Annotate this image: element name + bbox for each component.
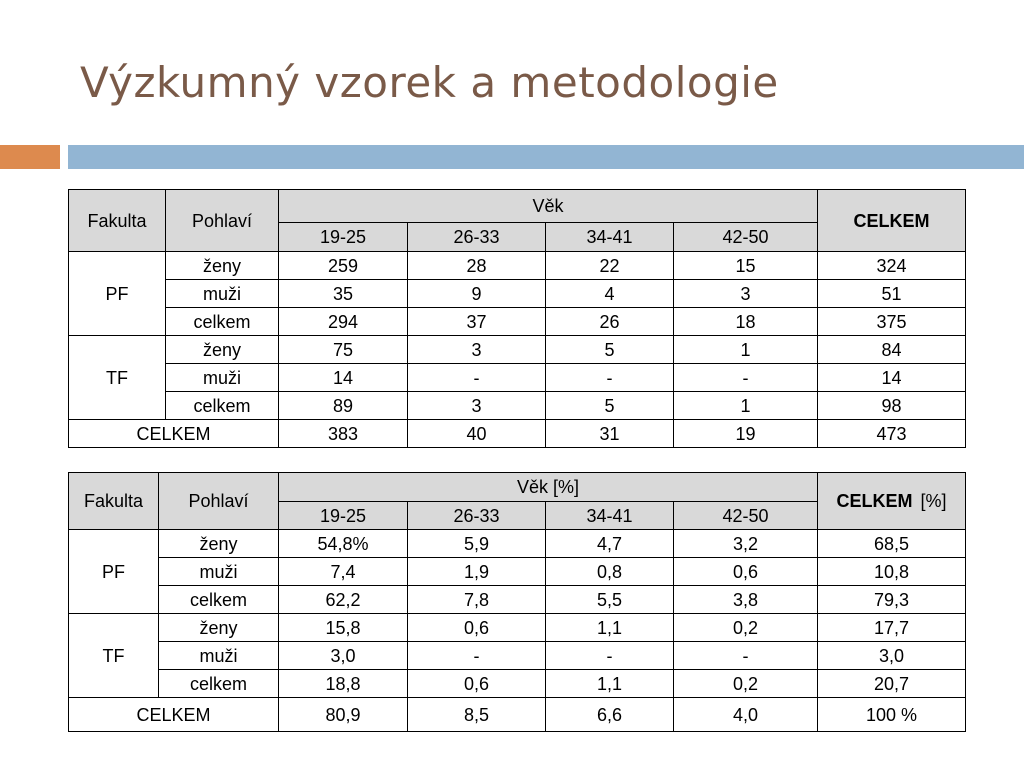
- table-row: [69, 308, 966, 336]
- value-cell: -: [546, 364, 674, 392]
- value-cell: 7,8: [408, 586, 546, 614]
- value-cell: 5: [546, 392, 674, 420]
- accent-bar-orange: [0, 145, 60, 169]
- value-cell: 40: [408, 420, 546, 448]
- table-percentages: [68, 472, 966, 732]
- header-pohlavi: Pohlaví: [159, 473, 279, 530]
- value-cell: 18: [674, 308, 818, 336]
- grand-total-label: CELKEM: [69, 698, 279, 732]
- table-row-total: [69, 420, 966, 448]
- total-cell: 68,5: [818, 530, 966, 558]
- header-age-group: 34-41: [546, 223, 674, 252]
- slide-title: Výzkumný vzorek a metodologie: [80, 58, 779, 107]
- header-age-group: 34-41: [546, 502, 674, 530]
- value-cell: 15: [674, 252, 818, 280]
- value-cell: 294: [279, 308, 408, 336]
- faculty-label: TF: [69, 614, 159, 698]
- value-cell: 0,2: [674, 614, 818, 642]
- value-cell: 35: [279, 280, 408, 308]
- gender-label: ženy: [166, 252, 279, 280]
- table-row: [69, 530, 966, 558]
- table-row: [69, 392, 966, 420]
- value-cell: 3: [674, 280, 818, 308]
- total-cell: 98: [818, 392, 966, 420]
- value-cell: 3: [408, 336, 546, 364]
- header-age-group: 42-50: [674, 502, 818, 530]
- faculty-label: TF: [69, 336, 166, 420]
- header-celkem-unit: [%]: [920, 491, 947, 511]
- faculty-label: PF: [69, 530, 159, 614]
- header-celkem: [818, 473, 966, 530]
- value-cell: 26: [546, 308, 674, 336]
- header-pohlavi: Pohlaví: [166, 190, 279, 252]
- table-row: [69, 586, 966, 614]
- value-cell: 19: [674, 420, 818, 448]
- gender-label: ženy: [159, 530, 279, 558]
- value-cell: 0,6: [674, 558, 818, 586]
- value-cell: 62,2: [279, 586, 408, 614]
- table-row: [69, 614, 966, 642]
- table-counts: [68, 189, 966, 448]
- total-cell: 324: [818, 252, 966, 280]
- grand-total-label: CELKEM: [69, 420, 279, 448]
- value-cell: 28: [408, 252, 546, 280]
- value-cell: 8,5: [408, 698, 546, 732]
- value-cell: 0,6: [408, 670, 546, 698]
- gender-label: celkem: [166, 308, 279, 336]
- gender-label: muži: [166, 280, 279, 308]
- header-age-group: 19-25: [279, 502, 408, 530]
- value-cell: 75: [279, 336, 408, 364]
- value-cell: 1: [674, 392, 818, 420]
- gender-label: ženy: [166, 336, 279, 364]
- value-cell: 9: [408, 280, 546, 308]
- value-cell: 4,7: [546, 530, 674, 558]
- total-cell: 79,3: [818, 586, 966, 614]
- gender-label: muži: [166, 364, 279, 392]
- header-celkem: CELKEM: [818, 190, 966, 252]
- header-vek: Věk: [279, 190, 818, 223]
- total-cell: 473: [818, 420, 966, 448]
- value-cell: 14: [279, 364, 408, 392]
- value-cell: 5: [546, 336, 674, 364]
- value-cell: 1,9: [408, 558, 546, 586]
- value-cell: 80,9: [279, 698, 408, 732]
- total-cell: 20,7: [818, 670, 966, 698]
- value-cell: -: [674, 364, 818, 392]
- table-row: [69, 558, 966, 586]
- gender-label: celkem: [166, 392, 279, 420]
- value-cell: 259: [279, 252, 408, 280]
- total-cell: 14: [818, 364, 966, 392]
- value-cell: 7,4: [279, 558, 408, 586]
- value-cell: -: [546, 642, 674, 670]
- gender-label: muži: [159, 558, 279, 586]
- value-cell: 31: [546, 420, 674, 448]
- value-cell: 3,8: [674, 586, 818, 614]
- gender-label: celkem: [159, 586, 279, 614]
- value-cell: 0,8: [546, 558, 674, 586]
- table-row: [69, 252, 966, 280]
- value-cell: 1,1: [546, 670, 674, 698]
- table-row: [69, 364, 966, 392]
- value-cell: -: [408, 364, 546, 392]
- header-vek: Věk [%]: [279, 473, 818, 502]
- value-cell: -: [408, 642, 546, 670]
- value-cell: 37: [408, 308, 546, 336]
- value-cell: -: [674, 642, 818, 670]
- value-cell: 18,8: [279, 670, 408, 698]
- table-row: [69, 670, 966, 698]
- value-cell: 4,0: [674, 698, 818, 732]
- total-cell: 3,0: [818, 642, 966, 670]
- table-row-total: [69, 698, 966, 732]
- value-cell: 89: [279, 392, 408, 420]
- table-row: [69, 280, 966, 308]
- header-fakulta: Fakulta: [69, 473, 159, 530]
- value-cell: 1: [674, 336, 818, 364]
- gender-label: ženy: [159, 614, 279, 642]
- value-cell: 4: [546, 280, 674, 308]
- value-cell: 3,2: [674, 530, 818, 558]
- value-cell: 3: [408, 392, 546, 420]
- value-cell: 54,8%: [279, 530, 408, 558]
- value-cell: 0,2: [674, 670, 818, 698]
- total-cell: 84: [818, 336, 966, 364]
- header-age-group: 26-33: [408, 223, 546, 252]
- header-fakulta: Fakulta: [69, 190, 166, 252]
- total-cell: 51: [818, 280, 966, 308]
- value-cell: 15,8: [279, 614, 408, 642]
- value-cell: 1,1: [546, 614, 674, 642]
- total-cell: 10,8: [818, 558, 966, 586]
- header-age-group: 26-33: [408, 502, 546, 530]
- value-cell: 5,9: [408, 530, 546, 558]
- table-row: [69, 336, 966, 364]
- total-cell: 17,7: [818, 614, 966, 642]
- total-cell: 100 %: [818, 698, 966, 732]
- faculty-label: PF: [69, 252, 166, 336]
- value-cell: 5,5: [546, 586, 674, 614]
- value-cell: 0,6: [408, 614, 546, 642]
- total-cell: 375: [818, 308, 966, 336]
- gender-label: celkem: [159, 670, 279, 698]
- value-cell: 383: [279, 420, 408, 448]
- accent-bar-blue: [68, 145, 1024, 169]
- table-row: [69, 642, 966, 670]
- header-celkem-label: CELKEM: [836, 491, 913, 511]
- value-cell: 3,0: [279, 642, 408, 670]
- header-age-group: 42-50: [674, 223, 818, 252]
- gender-label: muži: [159, 642, 279, 670]
- value-cell: 22: [546, 252, 674, 280]
- header-age-group: 19-25: [279, 223, 408, 252]
- value-cell: 6,6: [546, 698, 674, 732]
